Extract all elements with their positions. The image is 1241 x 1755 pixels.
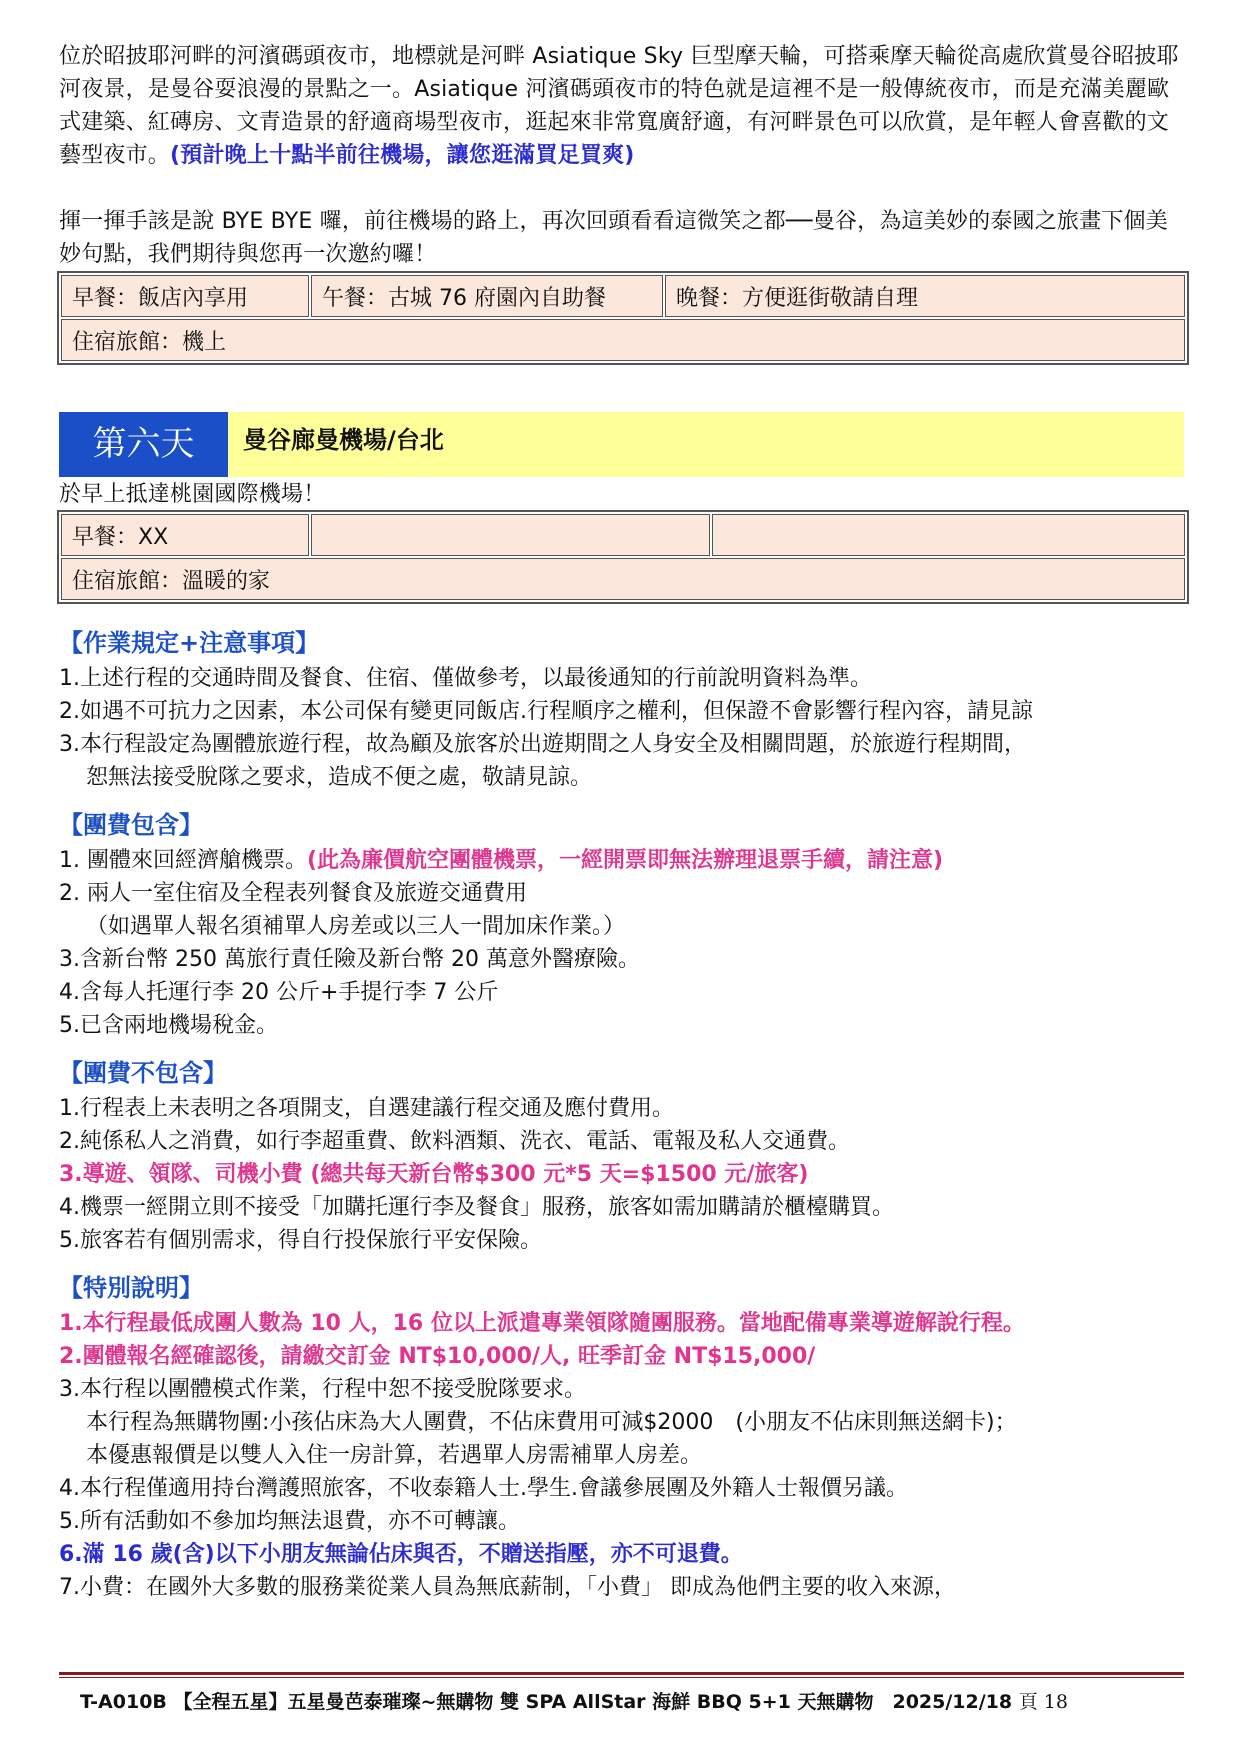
- day5-meal-table: [57, 271, 1189, 365]
- excludes-item-3: 3.導遊、領隊、司機小費 (總共每天新台幣$300 元*5 天=$1500 元/旅客): [59, 1162, 809, 1187]
- page-number: 頁 18: [1018, 1691, 1068, 1713]
- rules-heading: 【作業規定+注意事項】: [59, 629, 320, 657]
- rules-item-3-cont: 恕無法接受脫隊之要求，造成不便之處，敬請見諒。: [86, 765, 593, 790]
- includes-item-5: 5.已含兩地機場稅金。: [59, 1013, 278, 1038]
- day6-tab: 第六天: [59, 412, 228, 477]
- includes-item-1-note: (此為廉價航空團體機票，一經開票即無法辦理退票手續，請注意): [306, 848, 944, 873]
- day6-dinner: [712, 514, 1185, 556]
- itinerary-page: [59, 40, 1189, 365]
- special-heading: 【特別說明】: [59, 1274, 203, 1302]
- excludes-item-5: 5.旅客若有個別需求，得自行投保旅行平安保險。: [59, 1228, 542, 1253]
- asiatique-paragraph: [59, 40, 1189, 172]
- includes-item-2: 2. 兩人一室住宿及全程表列餐食及旅遊交通費用: [59, 881, 527, 906]
- special-item-6: 6.滿 16 歲(含)以下小朋友無論佔床與否，不贈送指壓，亦不可退費。: [59, 1542, 743, 1567]
- day6-meal-table: [57, 510, 1189, 604]
- footer-rule-thin: [59, 1677, 1184, 1678]
- includes-item-2-note: （如遇單人報名須補單人房差或以三人一間加床作業。）: [86, 914, 626, 939]
- special-item-2: 2.團體報名經確認後，請繳交訂金 NT$10,000/人, 旺季訂金 NT$15,000/: [59, 1344, 816, 1369]
- includes-item-3: 3.含新台幣 250 萬旅行責任險及新台幣 20 萬意外醫療險。: [59, 947, 640, 972]
- includes-heading: 【團費包含】: [59, 811, 203, 839]
- day5-breakfast: 早餐：飯店內享用: [61, 275, 309, 317]
- includes-item-1: [59, 844, 1189, 877]
- rules-item-3: 3.本行程設定為團體旅遊行程，故為顧及旅客於出遊期間之人身安全及相關問題，於旅遊行程期間，: [59, 732, 1026, 757]
- day6-hotel: 住宿旅館：溫暖的家: [61, 558, 1185, 600]
- includes-item-4: 4.含每人托運行李 20 公斤+手提行李 7 公斤: [59, 980, 499, 1005]
- farewell-paragraph: 揮一揮手該是說 BYE BYE 囉，前往機場的路上，再次回頭看看這微笑之都──曼谷，為這美妙的泰國之旅畫下個美妙句點，我們期待與您再一次邀約囉！: [59, 209, 1168, 267]
- special-item-1: 1.本行程最低成團人數為 10 人，16 位以上派遣專業領隊隨團服務。當地配備專業導遊解說行程。: [59, 1311, 1025, 1336]
- special-item-7: 7.小費：在國外大多數的服務業從業人員為無底薪制，「小費」 即成為他們主要的收入來源，: [59, 1575, 956, 1600]
- excludes-item-1: 1.行程表上未表明之各項開支，自選建議行程交通及應付費用。: [59, 1096, 674, 1121]
- special-item-4: 4.本行程僅適用持台灣護照旅客，不收泰籍人士.學生.會議參展團及外籍人士報價另議。: [59, 1476, 908, 1501]
- day6-description: 於早上抵達桃園國際機場！: [59, 482, 326, 507]
- day6-title: 曼谷廊曼機場/台北: [243, 426, 444, 454]
- asiatique-text: 位於昭披耶河畔的河濱碼頭夜市，地標就是河畔 Asiatique Sky 巨型摩天輪，可搭乘摩天輪從高處欣賞曼谷昭披耶河夜景，是曼谷耍浪漫的景點之一。Asiatique 河濱碼頭夜市的特色就是這裡不是一般傳統夜市，而是充滿美麗歐式建築、紅磚房、文青造景的舒適商場型夜市，逛起來非常寬廣舒適，有河畔景色可以欣賞，是年輕人會喜歡的文藝型夜市。: [59, 44, 1179, 168]
- footer-text: T-A010B 【全程五星】五星曼芭泰璀璨~無購物 雙 SPA AllStar 海鮮 BBQ 5+1 天無購物 2025/12/18: [80, 1691, 1013, 1713]
- day5-hotel: 住宿旅館：機上: [61, 319, 1185, 361]
- rules-item-1: 1.上述行程的交通時間及餐食、住宿、僅做參考，以最後通知的行前說明資料為準。: [59, 666, 872, 691]
- page-footer: [80, 1687, 1068, 1714]
- special-item-3: 3.本行程以團體模式作業，行程中恕不接受脫隊要求。: [59, 1377, 586, 1402]
- excludes-item-4: 4.機票一經開立則不接受「加購托運行李及餐食」服務，旅客如需加購請於櫃檯購買。: [59, 1195, 894, 1220]
- includes-item-1-text: 1. 團體來回經濟艙機票。: [59, 848, 307, 873]
- day5-lunch: 午餐：古城 76 府園內自助餐: [311, 275, 663, 317]
- day6-header: [59, 412, 1184, 477]
- excludes-item-2: 2.純係私人之消費，如行李超重費、飲料酒類、洗衣、電話、電報及私人交通費。: [59, 1129, 850, 1154]
- special-item-5: 5.所有活動如不參加均無法退費，亦不可轉讓。: [59, 1509, 520, 1534]
- footer-rule: [59, 1672, 1184, 1675]
- rules-item-2: 2.如遇不可抗力之因素，本公司保有變更同飯店.行程順序之權利，但保證不會影響行程內容，請見諒: [59, 699, 1033, 724]
- airport-time-note: (預計晚上十點半前往機場，讓您逛滿買足買爽): [170, 143, 635, 168]
- day6-body: [59, 480, 1189, 1604]
- special-item-3-line3: 本優惠報價是以雙人入住一房計算，若遇單人房需補單人房差。: [86, 1443, 703, 1468]
- excludes-heading: 【團費不包含】: [59, 1059, 227, 1087]
- day6-lunch: [311, 514, 710, 556]
- day6-breakfast: 早餐：XX: [61, 514, 309, 556]
- special-item-3-line2: 本行程為無購物團:小孩佔床為大人團費，不佔床費用可減$2000 (小朋友不佔床則無送網卡)；: [86, 1410, 1017, 1435]
- day5-dinner: 晚餐：方便逛街敬請自理: [665, 275, 1185, 317]
